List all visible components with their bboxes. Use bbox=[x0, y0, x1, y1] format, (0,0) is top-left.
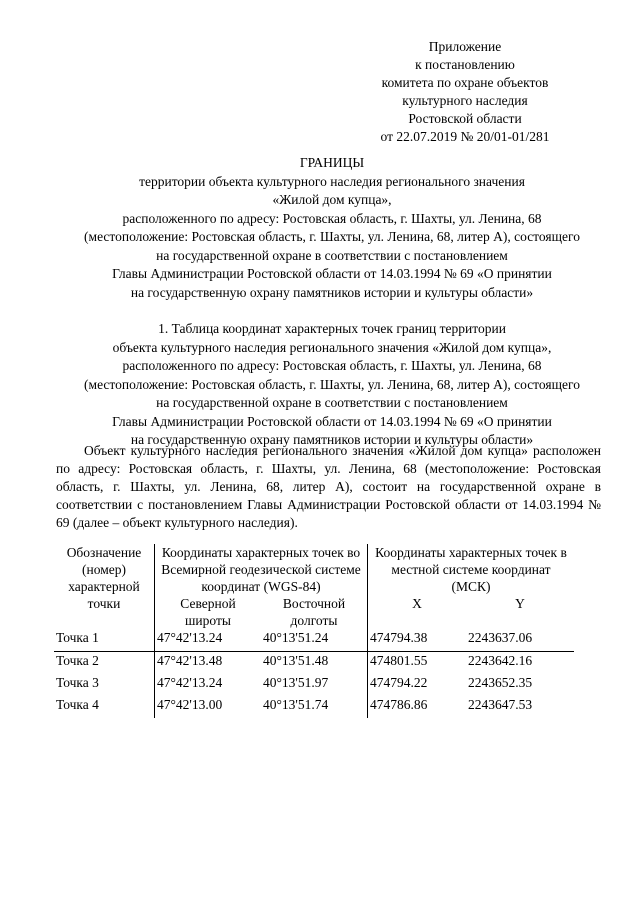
x-value: 474786.86 bbox=[368, 696, 467, 718]
east-value: 40°13'51.24 bbox=[263, 630, 329, 645]
title-line: на государственной охране в соответствии с постановлением bbox=[156, 247, 508, 263]
point-name: Точка 2 bbox=[54, 652, 155, 675]
table-title-line: на государственную охрану памятников истории и культуры области» bbox=[130, 432, 534, 447]
header-wgs: Координаты характерных точек во Всемирной геодезической системе координат (WGS-84) bbox=[155, 544, 368, 595]
table-title-line: 1. Таблица координат характерных точек границ территории bbox=[158, 321, 506, 336]
east-value: 40°13'51.48 bbox=[261, 652, 368, 675]
table-row bbox=[54, 652, 574, 675]
appendix-line: к постановлению bbox=[415, 57, 515, 72]
title-line: расположенного по адресу: Ростовская область, г. Шахты, ул. Ленина, 68 bbox=[122, 210, 542, 226]
appendix-header bbox=[350, 38, 580, 146]
table-row bbox=[54, 674, 574, 696]
point-name: Точка 4 bbox=[56, 697, 99, 712]
intro-paragraph: Объект культурного наследия регионального значения «Жилой дом купца» расположен по адресу: Ростовская область, г. Шахты, ул. Ленина, 68 (местоположение: Ростовская область, г. Шахты, ул. Ленина, 68, литер А), состоит на государственной охране в соответствии с постановлением Главы Администрации Ростовской области от 14.03.1994 № 69 (далее – объект культурного наследия). bbox=[56, 443, 601, 530]
y-value: 2243647.53 bbox=[468, 697, 533, 712]
point-name: Точка 1 bbox=[56, 630, 99, 645]
title-line: Главы Администрации Ростовской области от 14.03.1994 № 69 «О принятии bbox=[112, 266, 552, 281]
header-y: Y bbox=[515, 596, 525, 611]
x-value: 474794.22 bbox=[368, 674, 467, 696]
header-east: Восточной долготы bbox=[282, 596, 346, 628]
y-value: 2243637.06 bbox=[468, 630, 533, 645]
table-title-line: расположенного по адресу: Ростовская область, г. Шахты, ул. Ленина, 68 bbox=[122, 358, 542, 373]
table-title-line: на государственной охране в соответствии с постановлением bbox=[156, 395, 508, 410]
table-header-row bbox=[54, 544, 574, 595]
title-line: (местоположение: Ростовская область, г. Шахты, ул. Ленина, 68, литер А), состоящего bbox=[84, 229, 580, 244]
header-north: Северной широты bbox=[155, 595, 262, 629]
east-value: 40°13'51.97 bbox=[263, 675, 329, 690]
header-msk: Координаты характерных точек в местной системе координат (МСК) bbox=[368, 544, 575, 595]
title-line: территории объекта культурного наследия регионального значения bbox=[139, 173, 525, 189]
north-value: 47°42'13.00 bbox=[155, 696, 262, 718]
x-value: 474794.38 bbox=[368, 629, 467, 652]
table-title-line: (местоположение: Ростовская область, г. Шахты, ул. Ленина, 68, литер А), состоящего bbox=[84, 376, 580, 392]
north-value: 47°42'13.24 bbox=[155, 629, 262, 652]
title-line: на государственную охрану памятников истории и культуры области» bbox=[130, 284, 534, 300]
point-name: Точка 3 bbox=[56, 675, 99, 690]
header-x: X bbox=[368, 595, 467, 629]
coordinates-table bbox=[54, 544, 574, 718]
table-row bbox=[54, 629, 574, 652]
y-value: 2243642.16 bbox=[466, 652, 574, 675]
document-title-block bbox=[40, 154, 624, 450]
header-designation: Обозначение (номер) характерной точки bbox=[66, 545, 142, 611]
appendix-line: Ростовской области bbox=[408, 111, 522, 126]
appendix-line: комитета по охране объектов bbox=[381, 75, 549, 90]
north-value: 47°42'13.48 bbox=[155, 652, 262, 675]
east-value: 40°13'51.74 bbox=[263, 697, 329, 712]
appendix-line: Приложение bbox=[428, 39, 502, 54]
y-value: 2243652.35 bbox=[468, 675, 533, 690]
north-value: 47°42'13.24 bbox=[155, 674, 262, 696]
table-title-line: Главы Администрации Ростовской области от 14.03.1994 № 69 «О принятии bbox=[112, 413, 552, 429]
document-heading: ГРАНИЦЫ bbox=[299, 155, 365, 170]
table-title-line: объекта культурного наследия регионального значения «Жилой дом купца», bbox=[112, 339, 552, 355]
x-value: 474801.55 bbox=[368, 652, 467, 675]
appendix-line: культурного наследия bbox=[402, 93, 528, 108]
appendix-line: от 22.07.2019 № 20/01-01/281 bbox=[380, 129, 550, 144]
table-row bbox=[54, 696, 574, 718]
spacer bbox=[40, 302, 624, 320]
title-line: «Жилой дом купца», bbox=[272, 192, 392, 207]
